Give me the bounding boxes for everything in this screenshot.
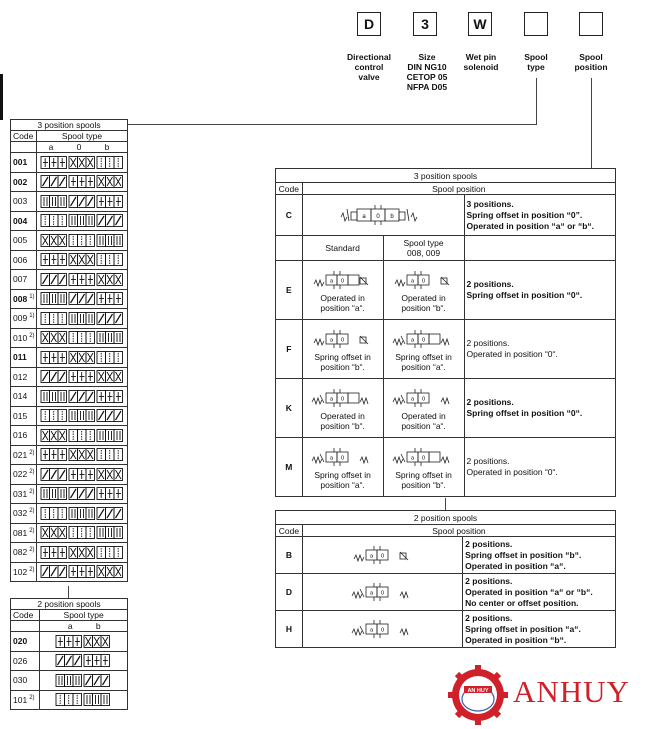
spool-symbol-icon xyxy=(39,330,127,345)
svg-text:a: a xyxy=(329,396,333,403)
connector-line xyxy=(536,78,537,124)
spool-symbol xyxy=(37,367,128,387)
spool-symbol-icon xyxy=(39,408,127,423)
footnote-ref: 2) xyxy=(29,508,35,515)
svg-text:0: 0 xyxy=(421,278,425,285)
svg-text:a: a xyxy=(329,455,333,462)
spool-code-text: 016 xyxy=(13,430,28,441)
svg-text:0: 0 xyxy=(380,627,384,634)
col-header-position: Spool position xyxy=(302,183,615,195)
spool-code-text: 001 xyxy=(13,157,28,168)
spool-symbol-icon xyxy=(39,194,127,209)
code-box-spool-type xyxy=(524,12,548,36)
valve-symbol-icon xyxy=(308,444,378,470)
symbol-spool-008-009 xyxy=(383,438,464,497)
code-box-solenoid: W xyxy=(468,12,492,36)
svg-text:a: a xyxy=(410,396,414,403)
symbol-spool-008-009 xyxy=(383,379,464,438)
valve-symbol-icon xyxy=(348,616,418,642)
table-title: 3 position spools xyxy=(11,120,128,131)
spool-symbol-icon xyxy=(39,506,127,521)
footnote-ref: 2) xyxy=(29,694,35,701)
table-row xyxy=(11,690,128,710)
symbol-caption: Operated in position “b“. xyxy=(320,411,365,431)
symbol-spool-008-009 xyxy=(383,320,464,379)
spool-symbol-icon xyxy=(39,311,127,326)
spool-code xyxy=(11,348,37,368)
code-box-type: D xyxy=(357,12,381,36)
col-header-code: Code xyxy=(11,610,40,621)
footnote-ref: 1) xyxy=(29,293,35,300)
spool-symbol-icon xyxy=(54,692,114,707)
spool-symbol xyxy=(37,348,128,368)
table-row xyxy=(11,445,128,465)
symbol-caption: Operated in position “b“. xyxy=(401,293,446,313)
table-row xyxy=(11,504,128,524)
sub-header-standard: Standard xyxy=(302,236,383,261)
spool-symbol-icon xyxy=(39,369,127,384)
footnote-ref: 2) xyxy=(29,469,35,476)
spool-code-text: 101 xyxy=(13,694,28,705)
footnote-ref: 2) xyxy=(29,449,35,456)
table-row xyxy=(11,231,128,251)
svg-text:a: a xyxy=(410,278,414,285)
label-spool-position: Spool position xyxy=(574,52,608,72)
spool-symbol xyxy=(40,671,128,691)
spool-symbol xyxy=(37,211,128,231)
spool-code xyxy=(11,504,37,524)
spool-code xyxy=(11,231,37,251)
valve-symbol-icon xyxy=(348,542,418,568)
spool-code-text: 010 xyxy=(13,332,28,343)
table-row xyxy=(276,438,616,497)
svg-text:0: 0 xyxy=(340,455,344,462)
sub-b: b xyxy=(104,142,110,152)
spool-symbol-icon xyxy=(54,634,114,649)
spool-code xyxy=(11,651,40,671)
spool-symbol xyxy=(37,445,128,465)
spool-code xyxy=(11,153,37,173)
spool-symbol-icon xyxy=(39,155,127,170)
symbol-standard xyxy=(302,320,383,379)
sub-0: 0 xyxy=(76,142,82,152)
spool-code-text: 003 xyxy=(13,196,28,207)
table-row xyxy=(11,289,128,309)
connector-line xyxy=(68,586,69,598)
spool-symbol-icon xyxy=(39,233,127,248)
spool-symbol-icon xyxy=(39,213,127,228)
spool-symbol-icon xyxy=(39,486,127,501)
spool-code xyxy=(11,406,37,426)
spool-code-text: 005 xyxy=(13,235,28,246)
footnote-ref: 2) xyxy=(29,332,35,339)
spool-symbol xyxy=(40,651,128,671)
table-row xyxy=(11,153,128,173)
right-2pos-table xyxy=(275,510,616,648)
spool-code-text: 021 xyxy=(13,449,28,460)
position-description: 2 positions. Spring offset in position “b“. Operated in position “a“. xyxy=(463,537,616,574)
spool-code xyxy=(11,445,37,465)
table-row xyxy=(11,250,128,270)
table-row xyxy=(11,406,128,426)
connector-line xyxy=(445,498,446,510)
table-row xyxy=(11,484,128,504)
spool-symbol xyxy=(37,289,128,309)
col-header-code: Code xyxy=(276,525,303,537)
spool-symbol-icon xyxy=(39,272,127,287)
sub-a: a xyxy=(67,621,73,631)
spool-code-text: 008 xyxy=(13,293,28,304)
spool-symbol xyxy=(37,426,128,446)
spool-code xyxy=(11,690,40,710)
footnote-ref: 2) xyxy=(29,527,35,534)
spool-symbol xyxy=(37,504,128,524)
spool-code xyxy=(11,426,37,446)
position-code: F xyxy=(276,320,303,379)
spool-symbol xyxy=(37,523,128,543)
spool-symbol-icon xyxy=(39,564,127,579)
spool-symbol-icon xyxy=(39,467,127,482)
label-directional-valve: Directional control valve xyxy=(347,52,391,82)
code-box-spool-position xyxy=(579,12,603,36)
valve-symbol-icon xyxy=(389,326,459,352)
code-box-size: 3 xyxy=(413,12,437,36)
spool-code-text: 006 xyxy=(13,254,28,265)
spool-code-text: 012 xyxy=(13,371,28,382)
spool-symbol xyxy=(37,250,128,270)
table-row xyxy=(11,192,128,212)
col-header-spool: Spool type xyxy=(37,131,128,142)
position-description: 2 positions. Spring offset in position “0“. xyxy=(464,379,615,438)
spool-symbol-icon xyxy=(39,389,127,404)
spool-code-text: 081 xyxy=(13,527,28,538)
spool-symbol-icon xyxy=(39,525,127,540)
label-spool-type: Spool type xyxy=(524,52,548,72)
spool-symbol-icon xyxy=(39,428,127,443)
spool-code xyxy=(11,172,37,192)
brand-name: ANHUY xyxy=(513,674,630,709)
footnote-ref: 2) xyxy=(29,488,35,495)
col-header-code: Code xyxy=(11,131,37,142)
svg-text:a: a xyxy=(369,627,373,634)
spool-symbol xyxy=(37,270,128,290)
symbol-caption: Spring offset in position “b“. xyxy=(314,352,371,372)
svg-text:a: a xyxy=(410,455,414,462)
spool-symbol xyxy=(37,172,128,192)
row-code-C: C xyxy=(276,195,303,236)
spool-code xyxy=(11,543,37,563)
svg-text:0: 0 xyxy=(421,396,425,403)
valve-symbol-icon xyxy=(308,267,378,293)
spool-code-text: 014 xyxy=(13,391,28,402)
svg-text:0: 0 xyxy=(380,553,384,560)
page-edge-marker xyxy=(0,74,3,120)
svg-text:0: 0 xyxy=(376,214,380,220)
symbol-caption: Operated in position “a“. xyxy=(320,293,365,313)
table-row xyxy=(276,379,616,438)
svg-text:0: 0 xyxy=(340,278,344,285)
position-description: 2 positions. Operated in position “0“. xyxy=(464,438,615,497)
footnote-ref: 2) xyxy=(29,547,35,554)
table-row xyxy=(276,320,616,379)
spool-symbol xyxy=(37,231,128,251)
spool-code xyxy=(11,671,40,691)
table-row xyxy=(276,611,616,648)
position-description: 2 positions. Operated in position “a“ or “b“. No center or offset position. xyxy=(463,574,616,611)
symbol-caption: Spring offset in position “b“. xyxy=(395,470,452,490)
table-row xyxy=(11,543,128,563)
spool-code xyxy=(11,562,37,582)
label-wet-pin: Wet pin solenoid xyxy=(463,52,499,72)
spool-symbol-icon xyxy=(39,291,127,306)
svg-text:b: b xyxy=(390,214,394,220)
table-row xyxy=(11,348,128,368)
svg-text:a: a xyxy=(369,553,373,560)
table-row xyxy=(11,651,128,671)
sub-b: b xyxy=(95,621,101,631)
spool-code xyxy=(11,289,37,309)
table-title: 2 position spools xyxy=(276,511,616,525)
spool-symbol xyxy=(37,328,128,348)
position-description: 2 positions. Spring offset in position “a“. Operated in position “b“. xyxy=(463,611,616,648)
table-row xyxy=(11,211,128,231)
spool-code-text: 030 xyxy=(13,675,28,686)
svg-text:0: 0 xyxy=(340,396,344,403)
anhuy-logo-icon xyxy=(446,663,510,727)
svg-text:0: 0 xyxy=(421,337,425,344)
svg-text:a: a xyxy=(410,337,414,344)
spool-symbol xyxy=(40,632,128,652)
spool-symbol xyxy=(37,543,128,563)
spool-code xyxy=(11,309,37,329)
valve-symbol-icon xyxy=(308,385,378,411)
spool-code-text: 102 xyxy=(13,566,28,577)
table-row xyxy=(276,261,616,320)
spool-code xyxy=(11,465,37,485)
table-title: 2 position spools xyxy=(11,599,128,610)
svg-text:a: a xyxy=(369,590,373,597)
spool-symbol xyxy=(37,153,128,173)
spool-code-text: 082 xyxy=(13,547,28,558)
table-row xyxy=(11,671,128,691)
spool-code xyxy=(11,270,37,290)
svg-text:a: a xyxy=(329,278,333,285)
label-size: Size DIN NG10 CETOP 05 NFPA D05 xyxy=(406,52,448,92)
footnote-ref: 2) xyxy=(29,566,35,573)
position-code: D xyxy=(276,574,303,611)
col-header-position: Spool position xyxy=(302,525,615,537)
table-row xyxy=(276,537,616,574)
table-row xyxy=(11,562,128,582)
spool-code xyxy=(11,387,37,407)
position-code: K xyxy=(276,379,303,438)
table-title: 3 position spools xyxy=(276,169,616,183)
spool-symbol xyxy=(37,484,128,504)
spool-symbol-icon xyxy=(54,673,114,688)
connector-line xyxy=(591,78,592,168)
spool-code xyxy=(11,632,40,652)
spool-code-text: 022 xyxy=(13,469,28,480)
symbol-caption: Operated in position “a“. xyxy=(401,411,446,431)
table-row xyxy=(11,328,128,348)
spool-code xyxy=(11,484,37,504)
valve-symbol-icon xyxy=(348,579,418,605)
valve-symbol-icon xyxy=(389,444,459,470)
sub-a: a xyxy=(48,142,54,152)
table-row xyxy=(11,523,128,543)
symbol-standard xyxy=(302,261,383,320)
position-code: E xyxy=(276,261,303,320)
spool-symbol xyxy=(37,309,128,329)
table-row xyxy=(11,387,128,407)
spool-code xyxy=(11,250,37,270)
spool-code-text: 007 xyxy=(13,274,28,285)
spool-symbol-icon xyxy=(39,350,127,365)
spool-symbol xyxy=(37,387,128,407)
footnote-ref: 1) xyxy=(29,313,35,320)
position-code: H xyxy=(276,611,303,648)
spool-code-text: 015 xyxy=(13,410,28,421)
spool-symbol xyxy=(37,465,128,485)
svg-text:0: 0 xyxy=(421,455,425,462)
symbol-caption: Spring offset in position “a“. xyxy=(314,470,371,490)
position-code: B xyxy=(276,537,303,574)
spool-symbol xyxy=(37,192,128,212)
spool-symbol-icon xyxy=(54,653,114,668)
spool-symbol-icon xyxy=(39,447,127,462)
symbol-2pos xyxy=(302,574,462,611)
left-2pos-table xyxy=(10,598,128,710)
symbol-caption: Spring offset in position “a“. xyxy=(395,352,452,372)
spool-code-text: 026 xyxy=(13,655,28,666)
spool-symbol-icon xyxy=(39,252,127,267)
spool-symbol xyxy=(37,406,128,426)
position-code: M xyxy=(276,438,303,497)
spool-code xyxy=(11,523,37,543)
sub-header-spool-type: Spool type 008, 009 xyxy=(383,236,464,261)
spool-code-text: 004 xyxy=(13,215,28,226)
spool-code-text: 011 xyxy=(13,352,27,363)
table-row xyxy=(11,632,128,652)
spool-symbol-icon xyxy=(39,545,127,560)
table-row xyxy=(276,574,616,611)
spool-code xyxy=(11,192,37,212)
spool-code-text: 002 xyxy=(13,176,28,187)
symbol-spool-008-009 xyxy=(383,261,464,320)
row-desc-C: 3 positions. Spring offset in position “0”. Operated in position “a“ or “b“. xyxy=(464,195,615,236)
symbol-2pos xyxy=(302,611,462,648)
left-3pos-table xyxy=(10,119,128,582)
symbol-2pos xyxy=(302,537,462,574)
spool-code-text: 031 xyxy=(13,488,28,499)
valve-symbol-icon xyxy=(308,326,378,352)
table-row xyxy=(11,270,128,290)
svg-text:0: 0 xyxy=(340,337,344,344)
symbol-3pos-C xyxy=(302,195,464,236)
svg-text:a: a xyxy=(329,337,333,344)
position-description: 2 positions. Operated in position “0“. xyxy=(464,320,615,379)
table-row xyxy=(11,309,128,329)
spool-symbol-icon xyxy=(39,174,127,189)
valve-symbol-icon xyxy=(389,385,459,411)
table-row xyxy=(11,367,128,387)
position-description: 2 positions. Spring offset in position “0“. xyxy=(464,261,615,320)
col-header-spool: Spool type xyxy=(40,610,128,621)
symbol-standard xyxy=(302,379,383,438)
right-3pos-table xyxy=(275,168,616,497)
spool-code xyxy=(11,328,37,348)
spool-symbol xyxy=(37,562,128,582)
connector-line xyxy=(128,124,537,125)
svg-text:a: a xyxy=(362,214,366,220)
spool-code xyxy=(11,211,37,231)
col-header-code: Code xyxy=(276,183,303,195)
spool-code-text: 032 xyxy=(13,508,28,519)
table-row xyxy=(11,426,128,446)
svg-text:0: 0 xyxy=(380,590,384,597)
symbol-standard xyxy=(302,438,383,497)
logo-badge-text: AN HUY xyxy=(467,688,489,694)
spool-code-text: 009 xyxy=(13,313,28,324)
valve-symbol-icon xyxy=(389,267,459,293)
table-row xyxy=(11,172,128,192)
table-row xyxy=(11,465,128,485)
spool-code xyxy=(11,367,37,387)
spool-code-text: 020 xyxy=(13,636,28,647)
spool-symbol xyxy=(40,690,128,710)
